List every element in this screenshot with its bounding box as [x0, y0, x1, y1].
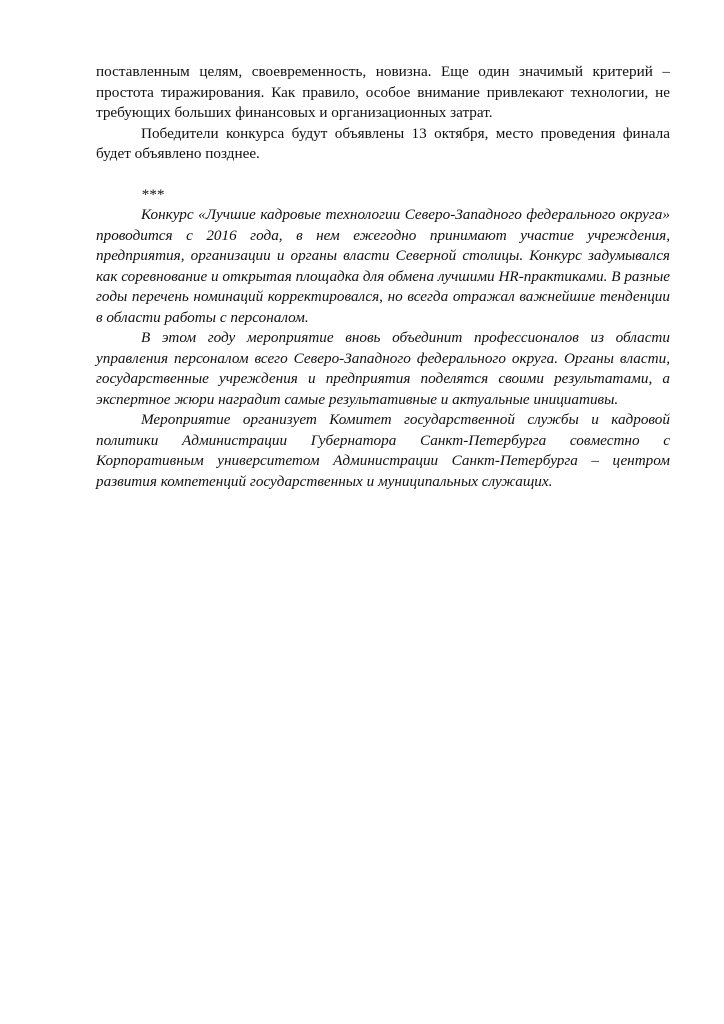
paragraph-continuation: поставленным целям, своевременность, новизна. Еще один значимый критерий – простота тиражирования. Как правило, особое внимание привлекают технологии, не требующих больших финансовых и организационных затрат.: [96, 63, 670, 121]
section-separator: ***: [141, 185, 164, 203]
paragraph-contest-history: Конкурс «Лучшие кадровые технологии Северо-Западного федерального округа» проводится с 2016 года, в нем ежегодно принимают участие учреждения, предприятия, организации и органы власти Северной столицы. Конкурс задумывался как соревнование и открытая площадка для обмена лучшими HR-практиками. В разные годы перечень номинаций корректировался, но всегда отражал важнейшие тенденции в области работы с персоналом.: [96, 206, 670, 326]
spacer: [96, 165, 670, 185]
paragraph-winners-announcement: Победители конкурса будут объявлены 13 октября, место проведения финала будет объявлено позднее.: [96, 124, 670, 162]
paragraph-organizers: Мероприятие организует Комитет государственной службы и кадровой политики Администрации Губернатора Санкт-Петербурга совместно с Корпоративным университетом Администрации Санкт-Петербурга – центром развития компетенций государственных и муниципальных служащих.: [96, 411, 670, 490]
paragraph-this-year: В этом году мероприятие вновь объединит профессионалов из области управления персоналом всего Северо-Западного федерального округа. Органы власти, государственные учреждения и предприятия поделятся своими результатами, а экспертное жюри наградит самые результативные и актуальные инициативы.: [96, 329, 670, 408]
document-page: [96, 62, 670, 492]
